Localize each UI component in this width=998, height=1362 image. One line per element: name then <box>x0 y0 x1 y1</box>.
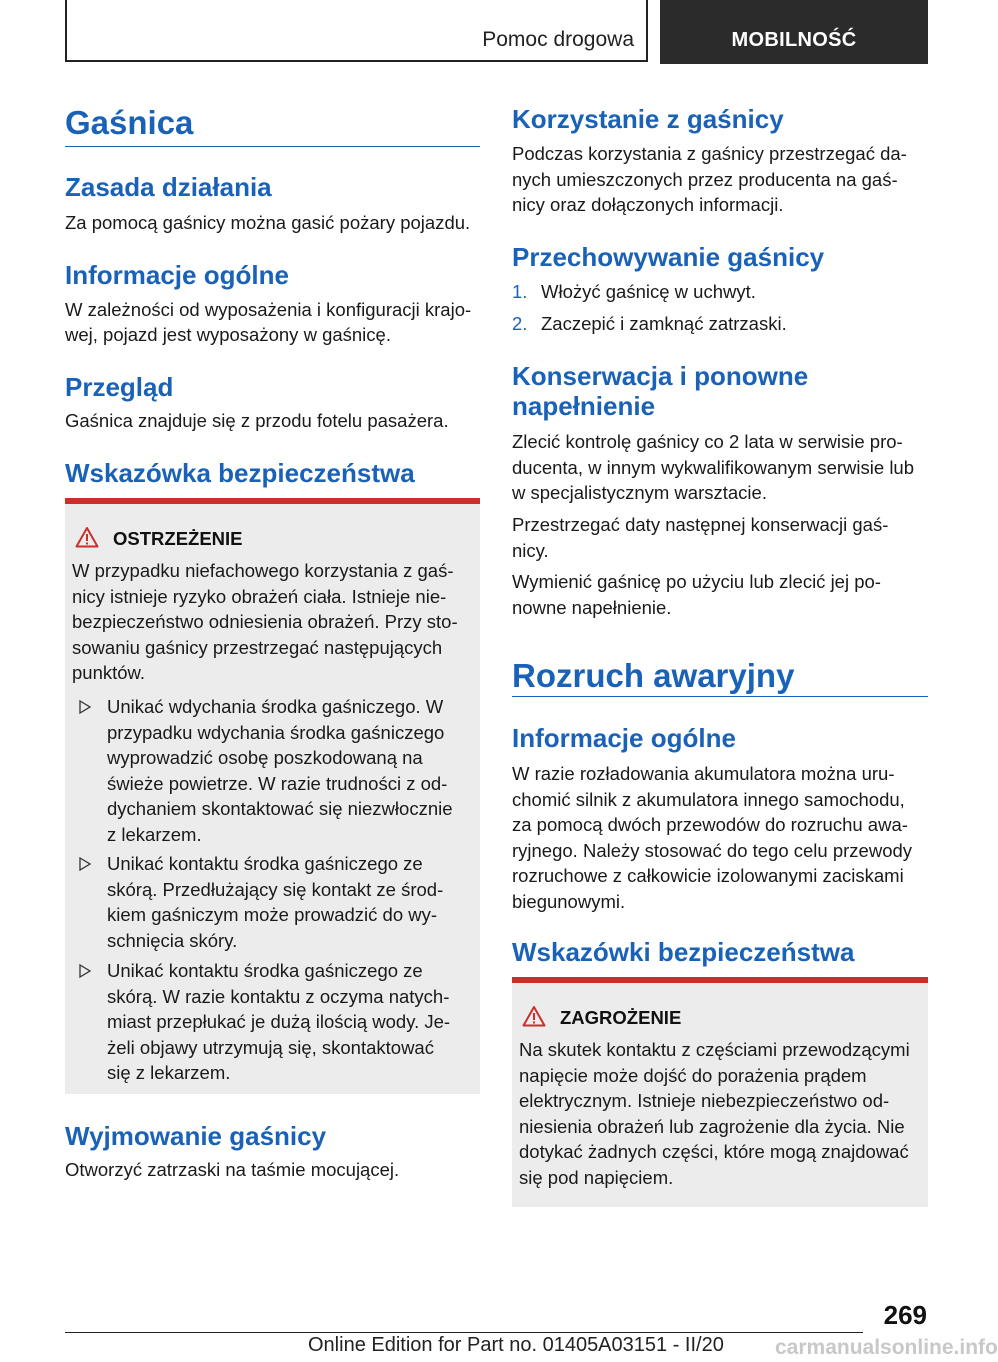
bullet-line: kiem gaśniczym może prowadzić do wy- <box>107 904 438 925</box>
text-line: Wymienić gaśnicę po użyciu lub zlecić jej po- <box>512 571 881 592</box>
bullet-line: z lekarzem. <box>107 823 202 845</box>
danger-label: ZAGROŻENIE <box>560 1007 682 1028</box>
bullet-arrow-icon <box>79 857 91 871</box>
bullet-line: świeże powietrze. W razie trudności z od- <box>107 772 448 794</box>
title-divider <box>512 696 928 697</box>
warning-box <box>65 504 480 1094</box>
section-title-gasnica: Gaśnica <box>65 104 194 141</box>
text-line: nowne napełnienie. <box>512 596 672 618</box>
danger-line: Na skutek kontaktu z częściami przewodzącymi <box>519 1039 910 1060</box>
text-wyjmowanie: Otworzyć zatrzaski na taśmie mocującej. <box>65 1159 400 1180</box>
warning-line: bezpieczeństwo odniesienia obrażeń. Przy sto- <box>72 611 458 632</box>
text-line: rozruchowe z całkowicie izolowanymi zaciskami <box>512 865 904 886</box>
text-line: W razie rozładowania akumulatora można uru- <box>512 763 895 784</box>
footer-divider <box>65 1332 863 1333</box>
title-divider <box>65 146 480 147</box>
warning-label: OSTRZEŻENIE <box>113 528 243 549</box>
bullet-line: Unikać kontaktu środka gaśniczego ze <box>107 853 423 874</box>
header-chapter-title: MOBILNOŚĆ <box>731 29 857 51</box>
heading-przeglad: Przegląd <box>65 372 174 402</box>
heading-konserwacja-2: napełnienie <box>512 391 656 421</box>
warning-line: W przypadku niefachowego korzystania z gaś- <box>72 560 454 581</box>
text-przeglad: Gaśnica znajduje się z przodu fotelu pasażera. <box>65 410 449 431</box>
danger-line: elektrycznym. Istnieje niebezpieczeństwo od- <box>519 1090 890 1111</box>
bullet-line: Unikać kontaktu środka gaśniczego ze <box>107 960 423 981</box>
text-line: biegunowymi. <box>512 890 626 912</box>
danger-text <box>519 1037 924 1190</box>
step-number: 1. <box>512 281 528 302</box>
page-number: 269 <box>883 1300 927 1330</box>
step-1 <box>512 279 928 305</box>
text-info-line-1: W zależności od wyposażenia i konfiguracji krajo- <box>65 299 472 320</box>
bullet-line: żeli objawy utrzymują się, skontaktować <box>107 1036 434 1058</box>
danger-line: niesienia obrażeń lub zagrożenie dla życia. Nie <box>519 1115 905 1137</box>
text-line: Przestrzegać daty następnej konserwacji gaś- <box>512 514 889 535</box>
watermark-text: carmanualsonline.info <box>775 1336 998 1359</box>
text-line: za pomocą dwóch przewodów do rozruchu awa- <box>512 814 908 835</box>
danger-line: się pod napięciem. <box>519 1166 674 1188</box>
heading-konserwacja-1: Konserwacja i ponowne <box>512 361 809 391</box>
header-section-title: Pomoc drogowa <box>482 28 634 51</box>
step-text: Włożyć gaśnicę w uchwyt. <box>541 281 756 302</box>
text-rozruch-info <box>512 761 928 914</box>
heading-safety: Wskazówka bezpieczeństwa <box>65 458 415 488</box>
bullet-line: schnięcia skóry. <box>107 929 238 951</box>
text-konserwacja-3 <box>512 569 928 620</box>
text-konserwacja-1 <box>512 429 928 506</box>
text-line: nych umieszczonych przez producenta na gaś- <box>512 168 898 190</box>
warning-triangle-icon <box>75 526 99 548</box>
heading-info: Informacje ogólne <box>65 260 289 290</box>
warning-line: nicy istnieje ryzyko obrażeń ciała. Istnieje nie- <box>72 585 447 607</box>
footer-edition-text: Online Edition for Part no. 01405A03151 - II/20 <box>308 1334 724 1356</box>
text-line: Podczas korzystania z gaśnicy przestrzegać da- <box>512 143 907 164</box>
bullet-arrow-icon <box>79 964 91 978</box>
bullet-line: się z lekarzem. <box>107 1062 231 1083</box>
text-zasada: Za pomocą gaśnicy można gasić pożary pojazdu. <box>65 212 471 233</box>
bullet-line: Unikać wdychania środka gaśniczego. W <box>107 696 444 717</box>
danger-box <box>512 983 928 1207</box>
bullet-arrow-icon <box>79 700 91 714</box>
text-line: nicy oraz dołączonych informacji. <box>512 194 784 215</box>
warning-triangle-icon <box>522 1005 546 1027</box>
text-line: Zlecić kontrolę gaśnicy co 2 lata w serwisie pro- <box>512 431 903 452</box>
warning-line: sowaniu gaśnicy przestrzegać następujących <box>72 636 443 658</box>
heading-rozruch-info: Informacje ogólne <box>512 723 736 753</box>
text-line: w specjalistycznym warsztacie. <box>512 482 767 503</box>
warning-bullet-3 <box>79 958 469 1086</box>
warning-line: punktów. <box>72 662 146 683</box>
step-2 <box>512 311 928 337</box>
text-korzystanie <box>512 141 928 218</box>
warning-bullet-2 <box>79 851 469 953</box>
bullet-line: dychaniem skontaktować się niezwłocznie <box>107 798 453 819</box>
warning-intro <box>72 558 477 686</box>
text-line: ryjnego. Należy stosować do tego celu przewody <box>512 839 913 861</box>
section-title-rozruch: Rozruch awaryjny <box>512 657 795 694</box>
header-section-tab <box>65 0 648 62</box>
heading-zasada: Zasada działania <box>65 172 272 202</box>
text-line: nicy. <box>512 539 549 561</box>
text-line: chomić silnik z akumulatora innego samochodu, <box>512 788 905 810</box>
bullet-line: miast przepłukać je dużą ilością wody. Je- <box>107 1011 451 1032</box>
bullet-line: skórą. Przedłużający się kontakt ze środ- <box>107 878 444 900</box>
text-line: ducenta, w innym wykwalifikowanym serwisie lub <box>512 456 915 478</box>
bullet-line: wyprowadzić osobę poszkodowaną na <box>107 747 423 768</box>
bullet-line: skórą. W razie kontaktu z oczyma natych- <box>107 985 450 1007</box>
bullet-line: przypadku wdychania środka gaśniczego <box>107 721 445 743</box>
heading-przechowywanie: Przechowywanie gaśnicy <box>512 242 825 272</box>
step-number: 2. <box>512 313 528 334</box>
heading-korzystanie: Korzystanie z gaśnicy <box>512 104 784 134</box>
page-header <box>65 0 928 64</box>
danger-line: napięcie może dojść do porażenia prądem <box>519 1064 867 1086</box>
text-konserwacja-2 <box>512 512 928 563</box>
heading-rozruch-safety: Wskazówki bezpieczeństwa <box>512 937 855 967</box>
warning-bullet-1 <box>79 694 469 847</box>
step-text: Zaczepić i zamknąć zatrzaski. <box>541 313 787 334</box>
heading-wyjmowanie: Wyjmowanie gaśnicy <box>65 1121 327 1151</box>
header-chapter-tab <box>660 0 928 64</box>
text-info-line-2: wej, pojazd jest wyposażony w gaśnicę. <box>65 324 391 345</box>
danger-line: dotykać żadnych części, które mogą znajdować <box>519 1141 909 1162</box>
